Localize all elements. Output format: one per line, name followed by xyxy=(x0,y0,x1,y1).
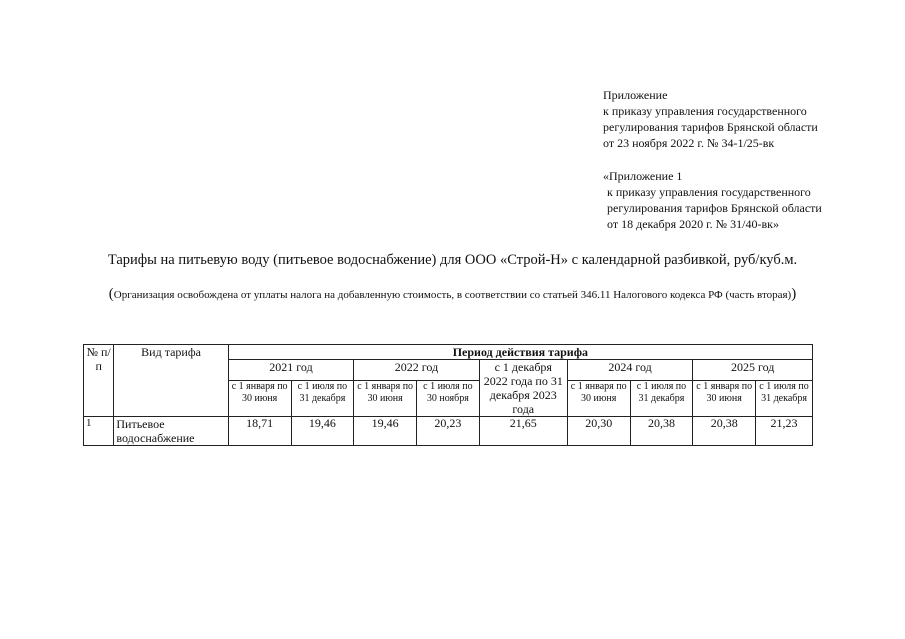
annex-line: «Приложение 1 xyxy=(603,169,683,183)
open-paren: ( xyxy=(108,286,114,302)
header-year-2024: 2024 год xyxy=(567,360,693,381)
tariff-value: 21,23 xyxy=(756,417,813,446)
table-row xyxy=(84,417,813,446)
tariff-value: 18,71 xyxy=(228,417,291,446)
document-subtitle xyxy=(0,286,905,303)
annex-line: регулирования тарифов Брянской области xyxy=(607,201,822,215)
annex-previous-header xyxy=(603,168,822,232)
header-year-2022: 2022 год xyxy=(354,360,480,381)
close-paren: ) xyxy=(791,286,797,302)
header-period-8: с 1 января по 30 июня xyxy=(693,381,756,417)
document-title: Тарифы на питьевую воду (питьевое водоснабжение) для ООО «Строй-Н» с календарной разбивкой, руб/куб.м. xyxy=(107,252,798,268)
annex-line: регулирования тарифов Брянской области xyxy=(603,120,818,134)
tariff-value: 20,30 xyxy=(567,417,630,446)
header-period: Период действия тарифа xyxy=(228,345,812,360)
header-tariff-type: Вид тарифа xyxy=(114,345,228,417)
header-period-3: с 1 января по 30 июня xyxy=(354,381,417,417)
tariff-value: 20,38 xyxy=(693,417,756,446)
tariff-table xyxy=(83,344,813,446)
subtitle-text: Организация освобождена от уплаты налога на добавленную стоимость, в соответствии со статьей 346.11 Налогового кодекса РФ (часть вторая) xyxy=(113,289,792,301)
header-period-9: с 1 июля по 31 декабря xyxy=(756,381,813,417)
header-year-2025: 2025 год xyxy=(693,360,813,381)
tariff-value: 21,65 xyxy=(479,417,567,446)
tariff-value: 19,46 xyxy=(291,417,354,446)
tariff-value: 20,23 xyxy=(417,417,480,446)
annex-line: от 23 ноября 2022 г. № 34-1/25-вк xyxy=(603,136,775,150)
row-tariff-type: Питьевое водоснабжение xyxy=(114,417,228,446)
annex-line: Приложение xyxy=(603,88,668,102)
header-period-1: с 1 января по 30 июня xyxy=(228,381,291,417)
annex-line: к приказу управления государственного xyxy=(607,185,811,199)
annex-line: к приказу управления государственного xyxy=(603,104,807,118)
header-number: № п/п xyxy=(84,345,114,417)
annex-current-header xyxy=(603,87,818,151)
header-period-7: с 1 июля по 31 декабря xyxy=(630,381,693,417)
header-period-6: с 1 января по 30 июня xyxy=(567,381,630,417)
tariff-value: 19,46 xyxy=(354,417,417,446)
header-period-2: с 1 июля по 31 декабря xyxy=(291,381,354,417)
header-period-4: с 1 июля по 30 ноября xyxy=(417,381,480,417)
annex-line: от 18 декабря 2020 г. № 31/40-вк» xyxy=(607,217,779,231)
row-number: 1 xyxy=(84,417,114,446)
header-period-5: с 1 декабря 2022 года по 31 декабря 2023 года xyxy=(479,360,567,417)
tariff-value: 20,38 xyxy=(630,417,693,446)
header-year-2021: 2021 год xyxy=(228,360,354,381)
